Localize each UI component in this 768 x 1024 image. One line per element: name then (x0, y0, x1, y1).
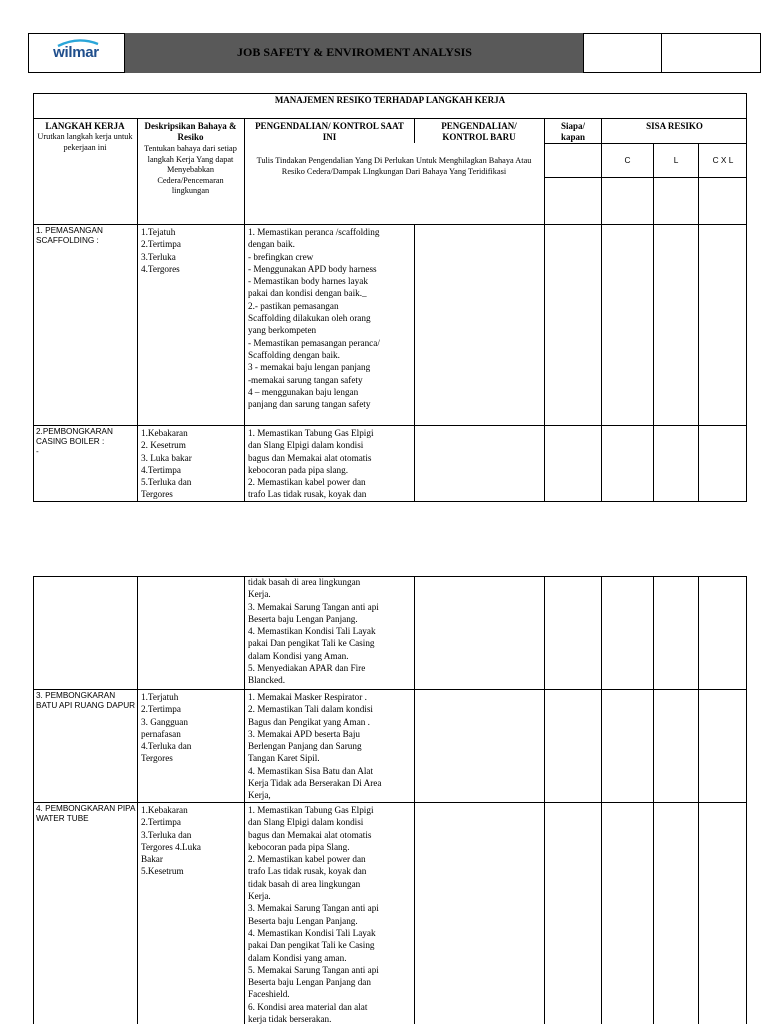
control-line: yang berkompeten (248, 325, 317, 336)
rule (698, 576, 699, 1024)
col-current-control: PENGENDALIAN/ KONTROL SAAT INI (255, 121, 404, 142)
step-2-label: 2.PEMBONGKARAN CASING BOILER : (36, 427, 113, 446)
col-step-sub: Urutkan langkah kerja untuk pekerjaan ini (37, 132, 133, 152)
hazard-item: 1.Tejatuh (141, 227, 176, 237)
control-line: Beserta baju Lengan Panjang dan (248, 977, 371, 988)
control-line: Scaffolding dengan baik. (248, 349, 340, 360)
hazards-4 (141, 804, 243, 878)
control-line: 5. Memakai Sarung Tangan anti api (248, 964, 379, 975)
rule (414, 224, 415, 502)
step-2-extra: - (36, 447, 39, 456)
hazard-item: 1.Terjatuh (141, 692, 179, 702)
page-title: JOB SAFETY & ENVIROMENT ANALYSIS (237, 45, 472, 59)
control-line: tidak basah di area lingkungan (248, 577, 361, 587)
control-line: 2. Memastikan kabel power dan (248, 854, 366, 865)
rule (544, 118, 545, 502)
control-line: 2. Memastikan kabel power dan (248, 477, 366, 488)
controls-2-cont (248, 576, 413, 687)
rule (33, 802, 747, 803)
rule (601, 576, 602, 1024)
control-line: kerja tidak berserakan. (248, 1014, 332, 1024)
rule (137, 576, 138, 1024)
hazard-item: pernafasan (141, 728, 181, 739)
control-line: kebocoran pada pipa Slang. (248, 841, 350, 852)
hazard-item: 4.Terluka dan (141, 741, 192, 752)
controls-2 (248, 427, 413, 501)
control-line: 3. Memakai Sarung Tangan anti api (248, 903, 379, 914)
control-line: Beserta baju Lengan Panjang. (248, 915, 358, 926)
step-2 (36, 427, 136, 457)
control-line: tidak basah di area lingkungan (248, 878, 361, 889)
control-line: 4. Memastikan Kondisi Tali Layak (248, 626, 376, 637)
control-line: dan Slang Elpigi dalam kondisi (248, 440, 364, 451)
rule (33, 224, 747, 225)
hazard-item: 5.Kesetrum (141, 866, 184, 877)
hazard-item: Tergores (141, 753, 173, 764)
rule (414, 118, 415, 143)
control-line: Kerja. (248, 589, 271, 600)
control-line: 1. Memakai Masker Respirator . (248, 692, 367, 702)
control-line: -memakai sarung tangan safety (248, 374, 363, 385)
hazard-item: 2.Tertimpa (141, 817, 181, 828)
control-line: Kerja Tidak ada Berserakan Di Area (248, 778, 382, 789)
rule (544, 576, 545, 1024)
control-line: kebocoran pada pipa slang. (248, 464, 349, 475)
hazards-1 (141, 226, 243, 275)
rule (544, 143, 747, 144)
rule (33, 118, 747, 119)
control-line: bagus dan Memakai alat otomatis (248, 829, 372, 840)
control-line: 6. Kondisi area material dan alat (248, 1001, 368, 1012)
control-line: 1. Memastikan peranca /scaffolding (248, 227, 380, 237)
control-line: Faceshield. (248, 989, 290, 1000)
control-line: 4 – menggunakan baju lengan (248, 386, 359, 397)
hazards-3 (141, 691, 243, 765)
rule (33, 425, 747, 426)
hazard-item: Bakar (141, 854, 163, 865)
control-line: pakai Dan pengikat Tali ke Casing (248, 940, 375, 951)
rule (698, 143, 699, 502)
control-line: Tangan Karet Sipil. (248, 753, 320, 764)
logo-text: wilmar (53, 44, 99, 61)
step-4: 4. PEMBONGKARAN PIPA WATER TUBE (36, 804, 136, 823)
control-line: - Memastikan body harnes layak (248, 276, 368, 287)
step-1: 1. PEMASANGAN SCAFFOLDING : (36, 226, 103, 245)
control-line: dengan baik. (248, 239, 295, 250)
hazard-item: 2. Kesetrum (141, 440, 186, 451)
control-line: 2. Memastikan Tali dalam kondisi (248, 704, 373, 715)
hazard-item: 1.Kebakaran (141, 805, 188, 815)
step-3: 3. PEMBONGKARAN BATU API RUANG DAPUR (36, 691, 136, 710)
control-line: Beserta baju Lengan Panjang. (248, 613, 358, 624)
rule (244, 576, 245, 1024)
hazard-item: 2.Tertimpa (141, 239, 181, 250)
rule (33, 689, 747, 690)
hazard-item: 4.Tergores (141, 263, 180, 274)
control-line: 1. Memastikan Tabung Gas Elpigi (248, 428, 374, 438)
control-line: panjang dan sarung tangan safety (248, 399, 371, 410)
col-cxl: C X L (712, 155, 734, 165)
rule (653, 576, 654, 1024)
control-line: dalam Kondisi yang Aman. (248, 650, 349, 661)
hazard-item: 5.Terluka dan (141, 477, 192, 488)
control-line: 2.- pastikan pemasangan (248, 300, 339, 311)
control-line: Kerja, (248, 790, 271, 801)
control-line: 3. Memakai Sarung Tangan anti api (248, 601, 379, 612)
logo-cell (28, 33, 125, 73)
control-line: pakai Dan pengikat Tali ke Casing (248, 638, 375, 649)
col-control-sub: Tulis Tindakan Pengendalian Yang Di Perlukan Untuk Menghilagkan Bahaya Atau Resiko Cedera/Dampak LIngkungan Dari Bahaya Yang Teridifikasi (256, 156, 532, 176)
col-l: L (673, 155, 679, 165)
control-line: - Menggunakan APD body harness (248, 263, 377, 274)
hazard-item: Tergores 4.Luka (141, 841, 201, 852)
controls-3 (248, 691, 413, 802)
rule (137, 118, 138, 502)
control-line: - brefingkan crew (248, 251, 314, 262)
hazard-item: 3. Gangguan (141, 716, 188, 727)
controls-4 (248, 804, 413, 1024)
control-line: trafo Las tidak rusak, koyak dan (248, 866, 367, 877)
control-line: Blancked. (248, 675, 285, 686)
rule (244, 118, 245, 502)
control-line: trafo Las tidak rusak, koyak dan (248, 489, 367, 500)
rule (414, 576, 415, 1024)
table-main-title: MANAJEMEN RESIKO TERHADAP LANGKAH KERJA (274, 95, 506, 105)
hazard-item: 3. Luka bakar (141, 452, 192, 463)
control-line: 4. Memastikan Kondisi Tali Layak (248, 927, 376, 938)
rule (601, 118, 602, 502)
page-title-cell (125, 33, 584, 73)
control-line: Kerja. (248, 891, 271, 902)
control-line: 3 - memakai baju lengan panjang (248, 362, 371, 373)
control-line: Scaffolding dilakukan oleh orang (248, 313, 371, 324)
control-line: bagus dan Memakai alat otomatis (248, 452, 372, 463)
col-residual: SISA RESIKO (646, 121, 703, 131)
col-step-title: LANGKAH KERJA (45, 121, 125, 131)
control-line: Bagus dan Pengikat yang Aman . (248, 716, 370, 727)
control-line: dan Slang Elpigi dalam kondisi (248, 817, 364, 828)
hazard-item: 3.Terluka (141, 251, 176, 262)
col-hazard-title: Deskripsikan Bahaya & Resiko (144, 121, 237, 142)
hazard-item: 2.Tertimpa (141, 704, 181, 715)
hazards-2 (141, 427, 243, 501)
col-hazard-sub: Tentukan bahaya dari setiap langkah Kerja Yang dapat Menyebabkan Cedera/Pencemaran lingkungan (144, 144, 237, 195)
hazard-item: 4.Tertimpa (141, 464, 181, 475)
control-line: Berlengan Panjang dan Sarung (248, 741, 362, 752)
control-line: 1. Memastikan Tabung Gas Elpigi (248, 805, 374, 815)
control-line: pakai dan kondisi dengan baik._ (248, 288, 367, 299)
controls-1 (248, 226, 413, 410)
control-line: 4. Memastikan Sisa Batu dan Alat (248, 765, 374, 776)
rule (653, 143, 654, 502)
rule (544, 177, 747, 178)
hazard-item: 1.Kebakaran (141, 428, 188, 438)
control-line: 3. Memakai APD beserta Baju (248, 728, 361, 739)
control-line: - Memastikan pemasangan peranca/ (248, 337, 380, 348)
col-new-control: PENGENDALIAN/ KONTROL BARU (441, 121, 517, 142)
col-c: C (624, 155, 631, 165)
header-blank-cell (661, 33, 662, 73)
hazard-item: Tergores (141, 489, 173, 500)
control-line: 5. Menyediakan APAR dan Fire (248, 663, 366, 674)
control-line: dalam Kondisi yang aman. (248, 952, 347, 963)
hazard-item: 3.Terluka dan (141, 829, 192, 840)
col-who: Siapa/ kapan (560, 121, 586, 142)
